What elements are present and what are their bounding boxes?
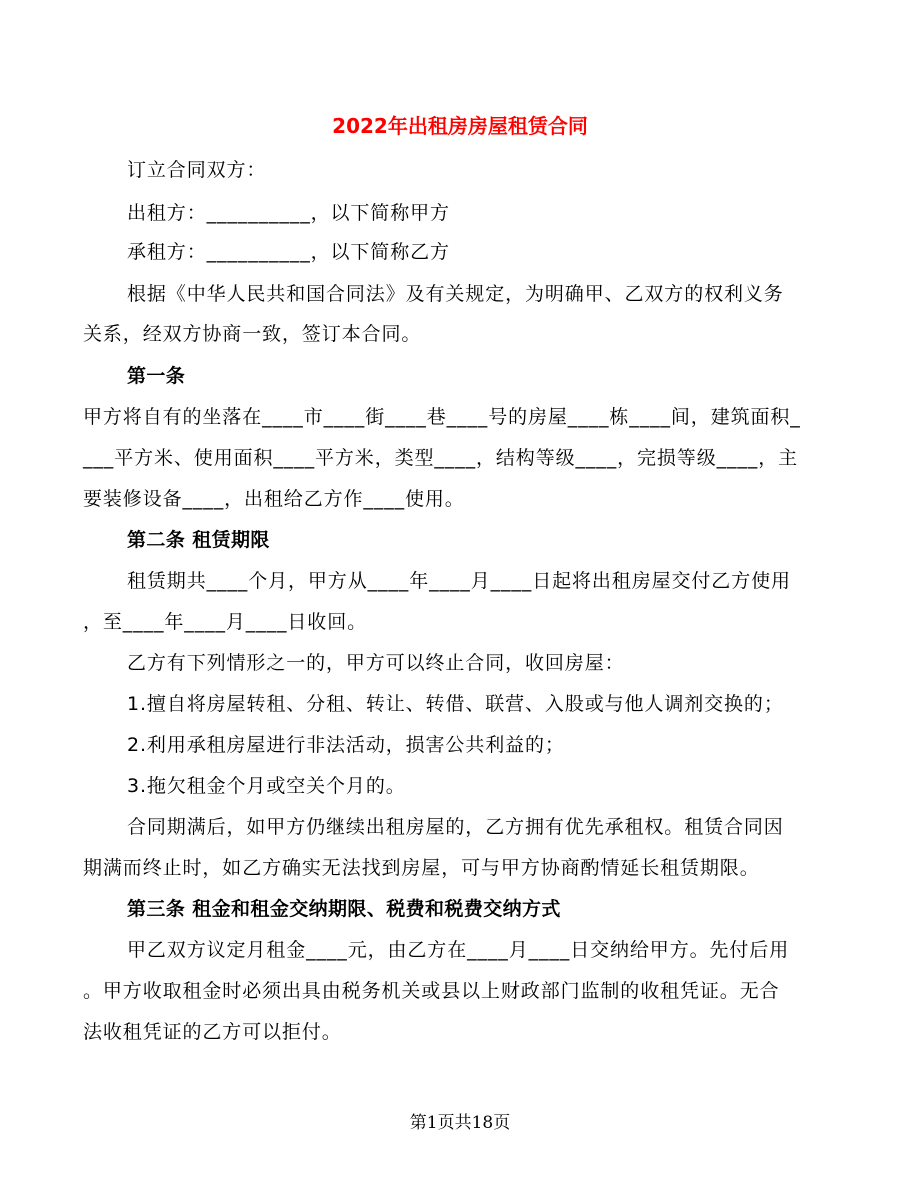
text-line: 承租方：__________，以下简称乙方 (127, 241, 450, 263)
list-item: 1.擅自将房屋转租、分租、转让、转借、联营、入股或与他人调剂交换的； (127, 693, 784, 715)
document-title: 2022年出租房房屋租赁合同 (332, 114, 588, 138)
text-line: 租赁期共____个月，甲方从____年____月____日起将出租房屋交付乙方使用 (127, 570, 791, 592)
text-line: 根据《中华人民共和国合同法》及有关规定，为明确甲、乙双方的权利义务 (127, 283, 784, 305)
text-line: 。甲方收取租金时必须出具由税务机关或县以上财政部门监制的收租凭证。无合 (83, 980, 780, 1002)
text-line: 关系，经双方协商一致，签订本合同。 (83, 323, 422, 345)
page-number: 第1页共18页 (409, 1113, 511, 1133)
text-line: 乙方有下列情形之一的，甲方可以终止合同，收回房屋： (127, 652, 625, 674)
text-line: 甲乙双方议定月租金____元，由乙方在____月____日交纳给甲方。先付后用 (127, 939, 790, 961)
text-line: 订立合同双方： (127, 159, 267, 181)
section-heading: 第二条 租赁期限 (127, 529, 270, 551)
list-item: 3.拖欠租金个月或空关个月的。 (127, 775, 406, 797)
section-heading: 第三条 租金和租金交纳期限、税费和税费交纳方式 (127, 898, 561, 920)
text-line: 合同期满后，如甲方仍继续出租房屋的，乙方拥有优先承租权。租赁合同因 (127, 816, 784, 838)
text-line: 要装修设备____，出租给乙方作____使用。 (83, 488, 465, 510)
text-line: 期满而终止时，如乙方确实无法找到房屋，可与甲方协商酌情延长租赁期限。 (83, 857, 760, 879)
list-item: 2.利用承租房屋进行非法活动，损害公共利益的； (127, 734, 565, 756)
section-heading: 第一条 (127, 365, 186, 387)
text-line: ___平方米、使用面积____平方米，类型____，结构等级____，完损等级____，主 (83, 447, 799, 469)
text-line: 甲方将自有的坐落在____市____街____巷____号的房屋____栋____间，建筑面积_ (83, 406, 801, 428)
text-line: ，至____年____月____日收回。 (83, 611, 368, 633)
text-line: 出租方：__________，以下简称甲方 (127, 202, 450, 224)
text-line: 法收租凭证的乙方可以拒付。 (83, 1021, 342, 1043)
